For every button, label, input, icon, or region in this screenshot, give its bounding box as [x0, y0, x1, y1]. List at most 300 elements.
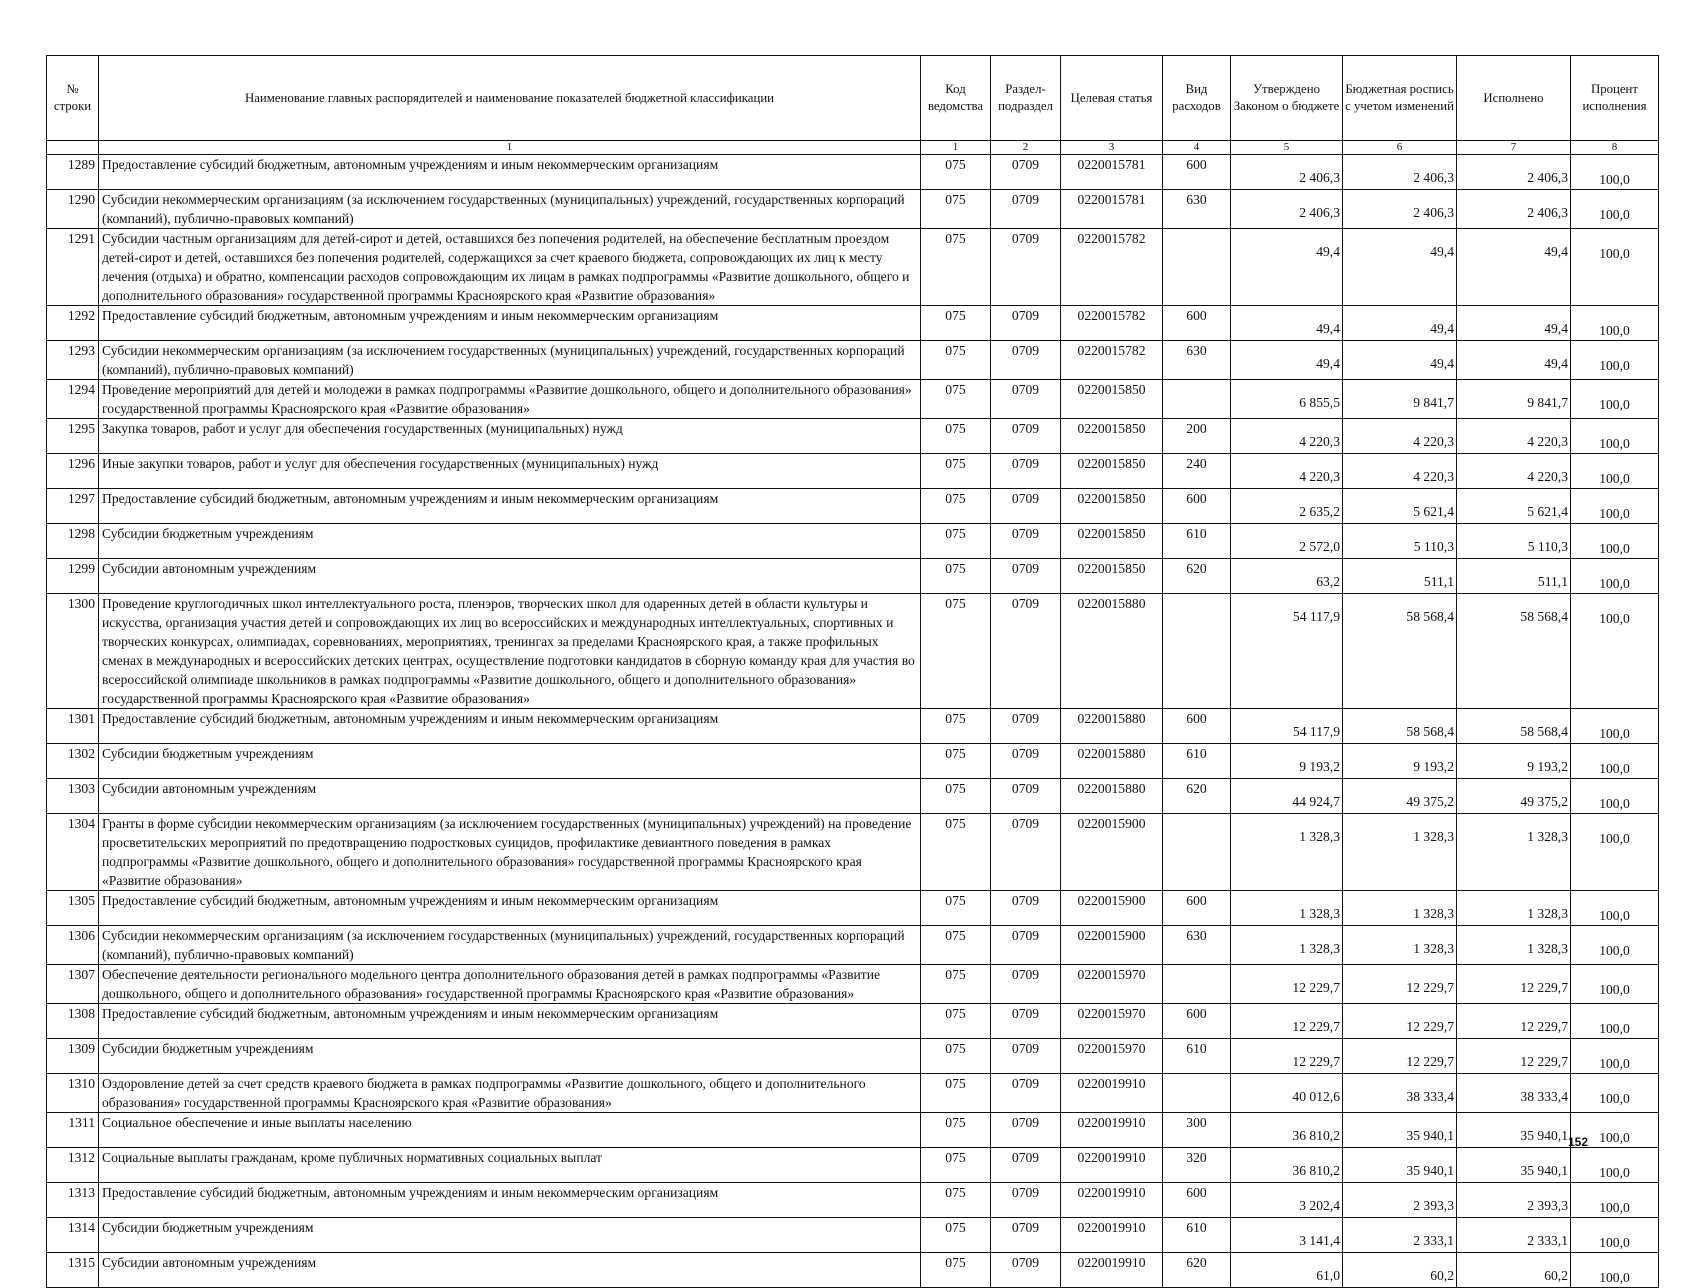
row-name-cell: Социальное обеспечение и иные выплаты населению: [99, 1113, 921, 1148]
table-row: [47, 489, 1659, 524]
row-name-cell: Предоставление субсидий бюджетным, автономным учреждениям и иным некоммерческим организациям: [99, 155, 921, 190]
table-row: [47, 1074, 1659, 1113]
budget-list-amount-cell: 12 229,7: [1343, 1039, 1457, 1074]
row-number-cell: 1302: [47, 744, 99, 779]
row-name-cell: Проведение мероприятий для детей и молодежи в рамках подпрограммы «Развитие дошкольного, общего и дополнительного образования» государственной программы Красноярского края «Развитие образования»: [99, 380, 921, 419]
executed-amount-cell: 49 375,2: [1457, 779, 1571, 814]
target-article-cell: 0220015850: [1061, 454, 1163, 489]
expense-type-cell: 600: [1163, 1004, 1231, 1039]
expense-type-cell: 610: [1163, 1039, 1231, 1074]
budget-list-amount-cell: 5 110,3: [1343, 524, 1457, 559]
table-row: [47, 744, 1659, 779]
executed-amount-cell: 49,4: [1457, 306, 1571, 341]
approved-amount-cell: 1 328,3: [1231, 814, 1343, 891]
row-name-cell: Субсидии автономным учреждениям: [99, 559, 921, 594]
dept-code-cell: 075: [921, 419, 991, 454]
target-article-cell: 0220015850: [1061, 559, 1163, 594]
target-article-cell: 0220015850: [1061, 489, 1163, 524]
expense-type-cell: 620: [1163, 1253, 1231, 1288]
col-number: 2: [991, 141, 1061, 155]
approved-amount-cell: 54 117,9: [1231, 594, 1343, 709]
expense-type-cell: 200: [1163, 419, 1231, 454]
target-article-cell: 0220019910: [1061, 1183, 1163, 1218]
section-cell: 0709: [991, 1074, 1061, 1113]
approved-amount-cell: 6 855,5: [1231, 380, 1343, 419]
table-row: [47, 454, 1659, 489]
target-article-cell: 0220015782: [1061, 341, 1163, 380]
target-article-cell: 0220015900: [1061, 891, 1163, 926]
dept-code-cell: 075: [921, 306, 991, 341]
expense-type-cell: 600: [1163, 709, 1231, 744]
budget-list-amount-cell: 511,1: [1343, 559, 1457, 594]
section-cell: 0709: [991, 1004, 1061, 1039]
row-name-cell: Социальные выплаты гражданам, кроме публичных нормативных социальных выплат: [99, 1148, 921, 1183]
executed-amount-cell: 2 393,3: [1457, 1183, 1571, 1218]
row-number-cell: 1308: [47, 1004, 99, 1039]
target-article-cell: 0220015880: [1061, 594, 1163, 709]
target-article-cell: 0220015970: [1061, 1004, 1163, 1039]
target-article-cell: 0220019910: [1061, 1113, 1163, 1148]
dept-code-cell: 075: [921, 1074, 991, 1113]
table-row: [47, 559, 1659, 594]
section-cell: 0709: [991, 891, 1061, 926]
execution-percent-cell: 100,0: [1571, 744, 1659, 779]
target-article-cell: 0220015970: [1061, 965, 1163, 1004]
dept-code-cell: 075: [921, 341, 991, 380]
row-number-cell: 1312: [47, 1148, 99, 1183]
approved-amount-cell: 61,0: [1231, 1253, 1343, 1288]
expense-type-cell: [1163, 594, 1231, 709]
approved-amount-cell: 12 229,7: [1231, 965, 1343, 1004]
budget-list-amount-cell: 49,4: [1343, 306, 1457, 341]
row-number-cell: 1304: [47, 814, 99, 891]
target-article-cell: 0220015880: [1061, 709, 1163, 744]
budget-list-amount-cell: 2 406,3: [1343, 190, 1457, 229]
row-name-cell: Субсидии некоммерческим организациям (за исключением государственных (муниципальных) учреждений, государственных корпораций (компаний), публично-правовых компаний): [99, 190, 921, 229]
approved-amount-cell: 2 406,3: [1231, 190, 1343, 229]
executed-amount-cell: 58 568,4: [1457, 709, 1571, 744]
section-cell: 0709: [991, 709, 1061, 744]
budget-list-amount-cell: 60,2: [1343, 1253, 1457, 1288]
execution-percent-cell: 100,0: [1571, 1253, 1659, 1288]
approved-amount-cell: 49,4: [1231, 306, 1343, 341]
expense-type-cell: 620: [1163, 779, 1231, 814]
execution-percent-cell: 100,0: [1571, 1183, 1659, 1218]
expense-type-cell: 600: [1163, 306, 1231, 341]
execution-percent-cell: 100,0: [1571, 306, 1659, 341]
expense-type-cell: 610: [1163, 744, 1231, 779]
table-row: [47, 814, 1659, 891]
target-article-cell: 0220015970: [1061, 1039, 1163, 1074]
execution-percent-cell: 100,0: [1571, 524, 1659, 559]
section-cell: 0709: [991, 744, 1061, 779]
row-number-cell: 1307: [47, 965, 99, 1004]
table-row: [47, 524, 1659, 559]
expense-type-cell: 600: [1163, 891, 1231, 926]
approved-amount-cell: 1 328,3: [1231, 926, 1343, 965]
approved-amount-cell: 12 229,7: [1231, 1039, 1343, 1074]
table-row: [47, 1113, 1659, 1148]
dept-code-cell: 075: [921, 1004, 991, 1039]
approved-amount-cell: 54 117,9: [1231, 709, 1343, 744]
dept-code-cell: 075: [921, 779, 991, 814]
page-number: 152: [1568, 1135, 1589, 1149]
col-number: 6: [1343, 141, 1457, 155]
dept-code-cell: 075: [921, 380, 991, 419]
budget-list-amount-cell: 58 568,4: [1343, 594, 1457, 709]
budget-list-amount-cell: 2 333,1: [1343, 1218, 1457, 1253]
budget-list-amount-cell: 35 940,1: [1343, 1148, 1457, 1183]
execution-percent-cell: 100,0: [1571, 814, 1659, 891]
target-article-cell: 0220019910: [1061, 1148, 1163, 1183]
section-cell: 0709: [991, 306, 1061, 341]
section-cell: 0709: [991, 1039, 1061, 1074]
row-name-cell: Субсидии некоммерческим организациям (за исключением государственных (муниципальных) учреждений, государственных корпораций (компаний), публично-правовых компаний): [99, 926, 921, 965]
budget-table: [46, 55, 1659, 1288]
execution-percent-cell: 100,0: [1571, 709, 1659, 744]
table-row: [47, 419, 1659, 454]
executed-amount-cell: 2 333,1: [1457, 1218, 1571, 1253]
target-article-cell: 0220015781: [1061, 155, 1163, 190]
approved-amount-cell: 2 406,3: [1231, 155, 1343, 190]
dept-code-cell: 075: [921, 1218, 991, 1253]
section-cell: 0709: [991, 965, 1061, 1004]
budget-list-amount-cell: 58 568,4: [1343, 709, 1457, 744]
row-name-cell: Субсидии некоммерческим организациям (за исключением государственных (муниципальных) учреждений, государственных корпораций (компаний), публично-правовых компаний): [99, 341, 921, 380]
col-header-row-no: № строки: [47, 56, 99, 141]
execution-percent-cell: 100,0: [1571, 1113, 1659, 1148]
section-cell: 0709: [991, 229, 1061, 306]
budget-list-amount-cell: 12 229,7: [1343, 965, 1457, 1004]
col-number: 8: [1571, 141, 1659, 155]
section-cell: 0709: [991, 559, 1061, 594]
col-header-approved: Утверждено Законом о бюджете: [1231, 56, 1343, 141]
row-number-cell: 1296: [47, 454, 99, 489]
execution-percent-cell: 100,0: [1571, 341, 1659, 380]
target-article-cell: 0220019910: [1061, 1074, 1163, 1113]
execution-percent-cell: 100,0: [1571, 380, 1659, 419]
executed-amount-cell: 4 220,3: [1457, 419, 1571, 454]
budget-list-amount-cell: 49,4: [1343, 341, 1457, 380]
target-article-cell: 0220015782: [1061, 229, 1163, 306]
approved-amount-cell: 4 220,3: [1231, 419, 1343, 454]
executed-amount-cell: 12 229,7: [1457, 1004, 1571, 1039]
row-number-cell: 1309: [47, 1039, 99, 1074]
executed-amount-cell: 9 193,2: [1457, 744, 1571, 779]
expense-type-cell: 630: [1163, 190, 1231, 229]
target-article-cell: 0220015880: [1061, 744, 1163, 779]
approved-amount-cell: 49,4: [1231, 341, 1343, 380]
col-header-name: Наименование главных распорядителей и наименование показателей бюджетной классификации: [99, 56, 921, 141]
approved-amount-cell: 2 635,2: [1231, 489, 1343, 524]
expense-type-cell: 630: [1163, 926, 1231, 965]
row-name-cell: Предоставление субсидий бюджетным, автономным учреждениям и иным некоммерческим организациям: [99, 489, 921, 524]
executed-amount-cell: 5 110,3: [1457, 524, 1571, 559]
dept-code-cell: 075: [921, 1183, 991, 1218]
budget-list-amount-cell: 49,4: [1343, 229, 1457, 306]
approved-amount-cell: 36 810,2: [1231, 1148, 1343, 1183]
row-name-cell: Предоставление субсидий бюджетным, автономным учреждениям и иным некоммерческим организациям: [99, 709, 921, 744]
executed-amount-cell: 1 328,3: [1457, 926, 1571, 965]
execution-percent-cell: 100,0: [1571, 594, 1659, 709]
execution-percent-cell: 100,0: [1571, 190, 1659, 229]
target-article-cell: 0220019910: [1061, 1218, 1163, 1253]
col-header-section: Раздел-подраздел: [991, 56, 1061, 141]
budget-list-amount-cell: 1 328,3: [1343, 891, 1457, 926]
dept-code-cell: 075: [921, 965, 991, 1004]
expense-type-cell: 610: [1163, 524, 1231, 559]
table-row: [47, 965, 1659, 1004]
section-cell: 0709: [991, 419, 1061, 454]
col-number: 5: [1231, 141, 1343, 155]
section-cell: 0709: [991, 779, 1061, 814]
table-row: [47, 306, 1659, 341]
section-cell: 0709: [991, 1113, 1061, 1148]
table-row: [47, 926, 1659, 965]
section-cell: 0709: [991, 454, 1061, 489]
execution-percent-cell: 100,0: [1571, 926, 1659, 965]
dept-code-cell: 075: [921, 524, 991, 559]
column-number-row: [47, 141, 1659, 155]
row-number-cell: 1310: [47, 1074, 99, 1113]
approved-amount-cell: 2 572,0: [1231, 524, 1343, 559]
execution-percent-cell: 100,0: [1571, 1218, 1659, 1253]
row-name-cell: Оздоровление детей за счет средств краевого бюджета в рамках подпрограммы «Развитие дошкольного, общего и дополнительного образования» государственной программы Красноярского края «Развитие образования»: [99, 1074, 921, 1113]
budget-report-sheet: [46, 55, 1658, 1288]
expense-type-cell: 620: [1163, 559, 1231, 594]
budget-list-amount-cell: 35 940,1: [1343, 1113, 1457, 1148]
row-name-cell: Предоставление субсидий бюджетным, автономным учреждениям и иным некоммерческим организациям: [99, 891, 921, 926]
section-cell: 0709: [991, 1218, 1061, 1253]
section-cell: 0709: [991, 1148, 1061, 1183]
row-name-cell: Предоставление субсидий бюджетным, автономным учреждениям и иным некоммерческим организациям: [99, 1183, 921, 1218]
approved-amount-cell: 3 202,4: [1231, 1183, 1343, 1218]
row-number-cell: 1314: [47, 1218, 99, 1253]
target-article-cell: 0220015850: [1061, 419, 1163, 454]
row-name-cell: Субсидии частным организациям для детей-сирот и детей, оставшихся без попечения родителей, на обеспечение бесплатным проездом детей-сирот и детей, оставшихся без попечения родителей, содержащихся за счет краевого бюджета, сопровождающих их лиц к месту лечения (отдыха) и обратно, компенсации расходов сопровождающим их лицам в рамках подпрограммы «Развитие дошкольного, общего и дополнительного образования» государственной программы Красноярского края «Развитие образования»: [99, 229, 921, 306]
dept-code-cell: 075: [921, 744, 991, 779]
budget-list-amount-cell: 1 328,3: [1343, 926, 1457, 965]
section-cell: 0709: [991, 155, 1061, 190]
executed-amount-cell: 60,2: [1457, 1253, 1571, 1288]
executed-amount-cell: 35 940,1: [1457, 1148, 1571, 1183]
execution-percent-cell: 100,0: [1571, 1004, 1659, 1039]
budget-list-amount-cell: 2 406,3: [1343, 155, 1457, 190]
execution-percent-cell: 100,0: [1571, 489, 1659, 524]
budget-list-amount-cell: 38 333,4: [1343, 1074, 1457, 1113]
table-row: [47, 155, 1659, 190]
table-row: [47, 594, 1659, 709]
approved-amount-cell: 1 328,3: [1231, 891, 1343, 926]
table-row: [47, 1039, 1659, 1074]
section-cell: 0709: [991, 489, 1061, 524]
row-number-cell: 1299: [47, 559, 99, 594]
col-header-budget-list: Бюджетная роспись с учетом изменений: [1343, 56, 1457, 141]
target-article-cell: 0220015900: [1061, 814, 1163, 891]
executed-amount-cell: 5 621,4: [1457, 489, 1571, 524]
budget-list-amount-cell: 12 229,7: [1343, 1004, 1457, 1039]
budget-list-amount-cell: 49 375,2: [1343, 779, 1457, 814]
target-article-cell: 0220015850: [1061, 524, 1163, 559]
col-number: 4: [1163, 141, 1231, 155]
budget-list-amount-cell: 4 220,3: [1343, 454, 1457, 489]
execution-percent-cell: 100,0: [1571, 779, 1659, 814]
budget-list-amount-cell: 5 621,4: [1343, 489, 1457, 524]
row-number-cell: 1295: [47, 419, 99, 454]
execution-percent-cell: 100,0: [1571, 454, 1659, 489]
expense-type-cell: [1163, 814, 1231, 891]
section-cell: 0709: [991, 341, 1061, 380]
approved-amount-cell: 40 012,6: [1231, 1074, 1343, 1113]
table-row: [47, 190, 1659, 229]
table-row: [47, 380, 1659, 419]
dept-code-cell: 075: [921, 1039, 991, 1074]
expense-type-cell: 240: [1163, 454, 1231, 489]
executed-amount-cell: 2 406,3: [1457, 155, 1571, 190]
row-name-cell: Обеспечение деятельности регионального модельного центра дополнительного образования детей в рамках подпрограммы «Развитие дошкольного, общего и дополнительного образования» государственной программы Красноярского края «Развитие образования»: [99, 965, 921, 1004]
row-number-cell: 1300: [47, 594, 99, 709]
executed-amount-cell: 49,4: [1457, 341, 1571, 380]
row-number-cell: 1306: [47, 926, 99, 965]
row-number-cell: 1311: [47, 1113, 99, 1148]
execution-percent-cell: 100,0: [1571, 155, 1659, 190]
table-row: [47, 1218, 1659, 1253]
expense-type-cell: 600: [1163, 155, 1231, 190]
row-number-cell: 1293: [47, 341, 99, 380]
row-name-cell: Проведение круглогодичных школ интеллектуального роста, пленэров, творческих школ для одаренных детей в области культуры и искусства, организация участия детей и сопровождающих их лиц во всероссийских и международных интеллектуальных, спортивных и творческих конкурсах, олимпиадах, соревнованиях, мероприятиях, тренингах за пределами Красноярского края, а также профильных сменах в международных и всероссийских детских центрах, осуществление подготовки кандидатов в сборную команду края для участия во всероссийской олимпиаде школьников в рамках подпрограммы «Развитие дошкольного, общего и дополнительного образования» государственной программы Красноярского края «Развитие образования»: [99, 594, 921, 709]
dept-code-cell: 075: [921, 926, 991, 965]
row-name-cell: Субсидии бюджетным учреждениям: [99, 1218, 921, 1253]
section-cell: 0709: [991, 1183, 1061, 1218]
budget-list-amount-cell: 9 841,7: [1343, 380, 1457, 419]
col-number: 7: [1457, 141, 1571, 155]
execution-percent-cell: 100,0: [1571, 419, 1659, 454]
dept-code-cell: 075: [921, 559, 991, 594]
dept-code-cell: 075: [921, 709, 991, 744]
row-number-cell: 1290: [47, 190, 99, 229]
col-number: 3: [1061, 141, 1163, 155]
table-row: [47, 891, 1659, 926]
row-number-cell: 1301: [47, 709, 99, 744]
execution-percent-cell: 100,0: [1571, 1148, 1659, 1183]
dept-code-cell: 075: [921, 190, 991, 229]
approved-amount-cell: 49,4: [1231, 229, 1343, 306]
row-name-cell: Субсидии бюджетным учреждениям: [99, 744, 921, 779]
col-number: [47, 141, 99, 155]
section-cell: 0709: [991, 380, 1061, 419]
table-body: [47, 155, 1659, 1288]
row-name-cell: Предоставление субсидий бюджетным, автономным учреждениям и иным некоммерческим организациям: [99, 306, 921, 341]
section-cell: 0709: [991, 594, 1061, 709]
budget-list-amount-cell: 1 328,3: [1343, 814, 1457, 891]
executed-amount-cell: 12 229,7: [1457, 965, 1571, 1004]
approved-amount-cell: 63,2: [1231, 559, 1343, 594]
dept-code-cell: 075: [921, 594, 991, 709]
table-row: [47, 1183, 1659, 1218]
target-article-cell: 0220015880: [1061, 779, 1163, 814]
target-article-cell: 0220015900: [1061, 926, 1163, 965]
execution-percent-cell: 100,0: [1571, 1074, 1659, 1113]
execution-percent-cell: 100,0: [1571, 229, 1659, 306]
row-number-cell: 1292: [47, 306, 99, 341]
row-name-cell: Субсидии бюджетным учреждениям: [99, 524, 921, 559]
col-number: 1: [921, 141, 991, 155]
expense-type-cell: [1163, 965, 1231, 1004]
row-name-cell: Закупка товаров, работ и услуг для обеспечения государственных (муниципальных) нужд: [99, 419, 921, 454]
table-row: [47, 1148, 1659, 1183]
row-number-cell: 1297: [47, 489, 99, 524]
executed-amount-cell: 1 328,3: [1457, 814, 1571, 891]
executed-amount-cell: 511,1: [1457, 559, 1571, 594]
dept-code-cell: 075: [921, 489, 991, 524]
row-number-cell: 1294: [47, 380, 99, 419]
section-cell: 0709: [991, 524, 1061, 559]
approved-amount-cell: 3 141,4: [1231, 1218, 1343, 1253]
row-number-cell: 1313: [47, 1183, 99, 1218]
execution-percent-cell: 100,0: [1571, 559, 1659, 594]
expense-type-cell: [1163, 380, 1231, 419]
target-article-cell: 0220015782: [1061, 306, 1163, 341]
dept-code-cell: 075: [921, 1113, 991, 1148]
table-row: [47, 709, 1659, 744]
table-row: [47, 779, 1659, 814]
executed-amount-cell: 49,4: [1457, 229, 1571, 306]
expense-type-cell: 600: [1163, 489, 1231, 524]
budget-list-amount-cell: 9 193,2: [1343, 744, 1457, 779]
col-number: 1: [99, 141, 921, 155]
approved-amount-cell: 36 810,2: [1231, 1113, 1343, 1148]
budget-list-amount-cell: 4 220,3: [1343, 419, 1457, 454]
expense-type-cell: 300: [1163, 1113, 1231, 1148]
dept-code-cell: 075: [921, 155, 991, 190]
col-header-dept-code: Код ведомства: [921, 56, 991, 141]
section-cell: 0709: [991, 1253, 1061, 1288]
row-name-cell: Предоставление субсидий бюджетным, автономным учреждениям и иным некоммерческим организациям: [99, 1004, 921, 1039]
target-article-cell: 0220015850: [1061, 380, 1163, 419]
row-number-cell: 1289: [47, 155, 99, 190]
dept-code-cell: 075: [921, 1148, 991, 1183]
executed-amount-cell: 2 406,3: [1457, 190, 1571, 229]
execution-percent-cell: 100,0: [1571, 1039, 1659, 1074]
dept-code-cell: 075: [921, 814, 991, 891]
executed-amount-cell: 9 841,7: [1457, 380, 1571, 419]
row-number-cell: 1298: [47, 524, 99, 559]
execution-percent-cell: 100,0: [1571, 965, 1659, 1004]
approved-amount-cell: 4 220,3: [1231, 454, 1343, 489]
col-header-target: Целевая статья: [1061, 56, 1163, 141]
section-cell: 0709: [991, 190, 1061, 229]
target-article-cell: 0220015781: [1061, 190, 1163, 229]
expense-type-cell: [1163, 229, 1231, 306]
executed-amount-cell: 12 229,7: [1457, 1039, 1571, 1074]
section-cell: 0709: [991, 926, 1061, 965]
col-header-executed: Исполнено: [1457, 56, 1571, 141]
row-number-cell: 1291: [47, 229, 99, 306]
executed-amount-cell: 58 568,4: [1457, 594, 1571, 709]
expense-type-cell: 630: [1163, 341, 1231, 380]
table-row: [47, 1004, 1659, 1039]
col-header-exp-type: Вид расходов: [1163, 56, 1231, 141]
row-name-cell: Гранты в форме субсидии некоммерческим организациям (за исключением государственных (муниципальных) учреждений) на проведение просветительских мероприятий по предотвращению подростковых суицидов, профилактике девиантного поведения в рамках подпрограммы «Развитие дошкольного, общего и дополнительного образования» государственной программы Красноярского края «Развитие образования»: [99, 814, 921, 891]
budget-list-amount-cell: 2 393,3: [1343, 1183, 1457, 1218]
dept-code-cell: 075: [921, 1253, 991, 1288]
col-header-percent: Процент исполнения: [1571, 56, 1659, 141]
row-name-cell: Иные закупки товаров, работ и услуг для обеспечения государственных (муниципальных) нужд: [99, 454, 921, 489]
expense-type-cell: 610: [1163, 1218, 1231, 1253]
expense-type-cell: 600: [1163, 1183, 1231, 1218]
dept-code-cell: 075: [921, 229, 991, 306]
executed-amount-cell: 1 328,3: [1457, 891, 1571, 926]
